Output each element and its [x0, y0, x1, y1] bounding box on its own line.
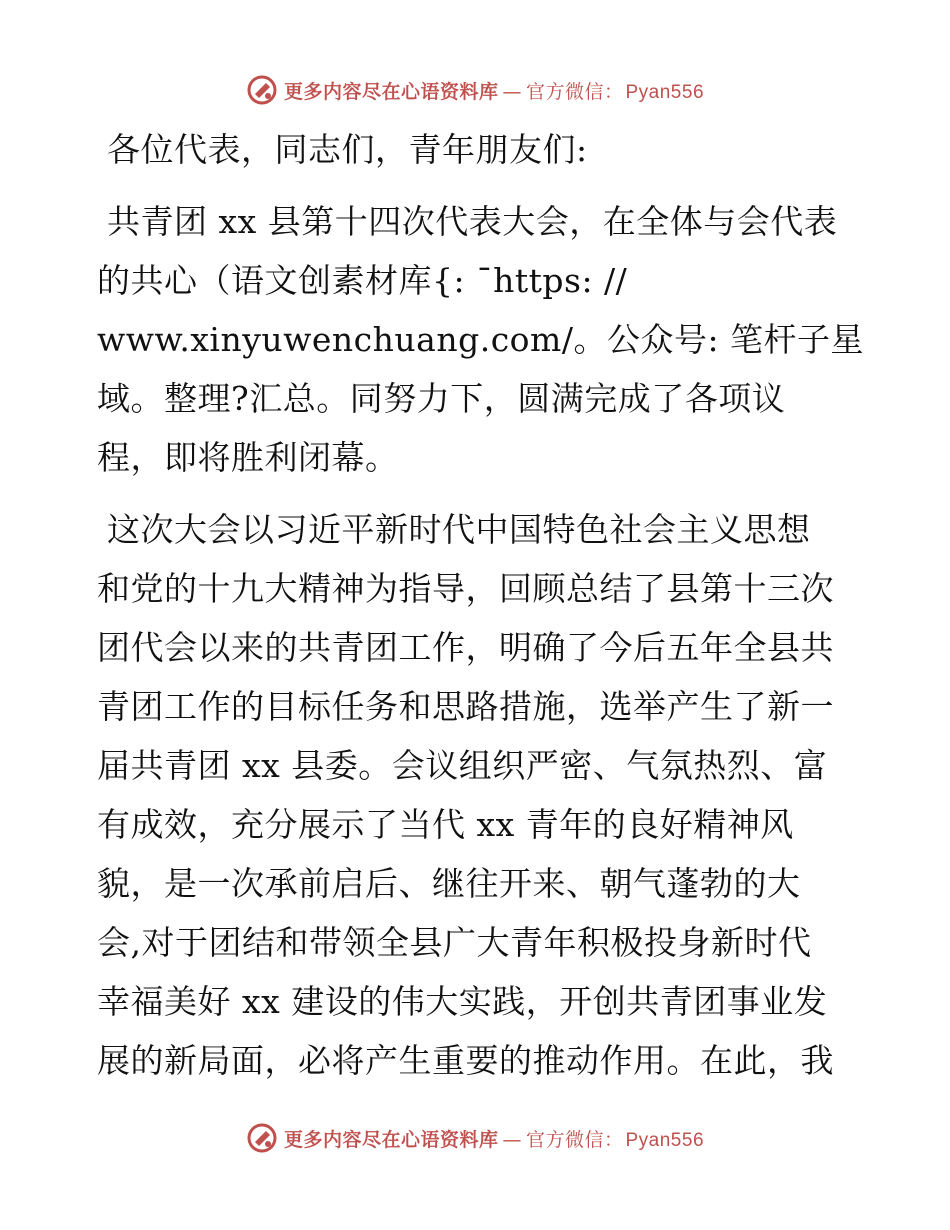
footer-watermark: [0, 1118, 950, 1158]
text-line: 届共青团 xx 县委。会议组织严密、气氛热烈、富: [97, 746, 828, 785]
watermark-dash: —: [502, 1128, 522, 1151]
document-body: [97, 120, 865, 1103]
seal-logo-icon: [246, 74, 278, 106]
text-line: 域。整理?汇总。同努力下，圆满完成了各项议: [97, 379, 786, 418]
paragraph-1: [97, 192, 865, 487]
text-line: 青团工作的目标任务和思路措施，选举产生了新一: [97, 687, 834, 726]
text-line: 会,对于团结和带领全县广大青年积极投身新时代: [97, 923, 812, 962]
text-line: 团代会以来的共青团工作，明确了今后五年全县共: [97, 628, 834, 667]
text-line: 有成效，充分展示了当代 xx 青年的良好精神风: [97, 805, 794, 844]
text-line: 各位代表，同志们，青年朋友们:: [107, 130, 588, 169]
text-line: www.xinyuwenchuang.com/。公众号: 笔杆子星: [97, 320, 865, 359]
text-line: 幸福美好 xx 建设的伟大实践，开创共青团事业发: [97, 982, 828, 1021]
text-line: 的共心（语文创素材库{: ¯https: //: [97, 261, 628, 300]
watermark-wechat-label: 官方微信：: [525, 1128, 624, 1151]
text-line: 共青团 xx 县第十四次代表大会，在全体与会代表: [107, 202, 838, 241]
seal-logo-icon: [246, 1122, 278, 1154]
paragraph-2: [97, 500, 857, 1090]
paragraph-greeting: [97, 120, 857, 179]
text-line: 展的新局面，必将产生重要的推动作用。在此，我: [97, 1041, 834, 1080]
header-watermark: [0, 70, 950, 110]
text-line: 和党的十九大精神为指导，回顾总结了县第十三次: [97, 569, 834, 608]
watermark-title: 更多内容尽在心语资料库: [283, 80, 499, 103]
watermark-title: 更多内容尽在心语资料库: [283, 1128, 499, 1151]
text-line: 这次大会以习近平新时代中国特色社会主义思想: [107, 510, 811, 549]
watermark-dash: —: [502, 80, 522, 103]
watermark-wechat-label: 官方微信：: [525, 80, 624, 103]
watermark-wechat-id: Pyan556: [625, 81, 705, 103]
watermark-wechat-id: Pyan556: [625, 1129, 705, 1151]
text-line: 貌，是一次承前启后、继往开来、朝气蓬勃的大: [97, 864, 801, 903]
text-line: 程，即将胜利闭幕。: [97, 438, 399, 477]
